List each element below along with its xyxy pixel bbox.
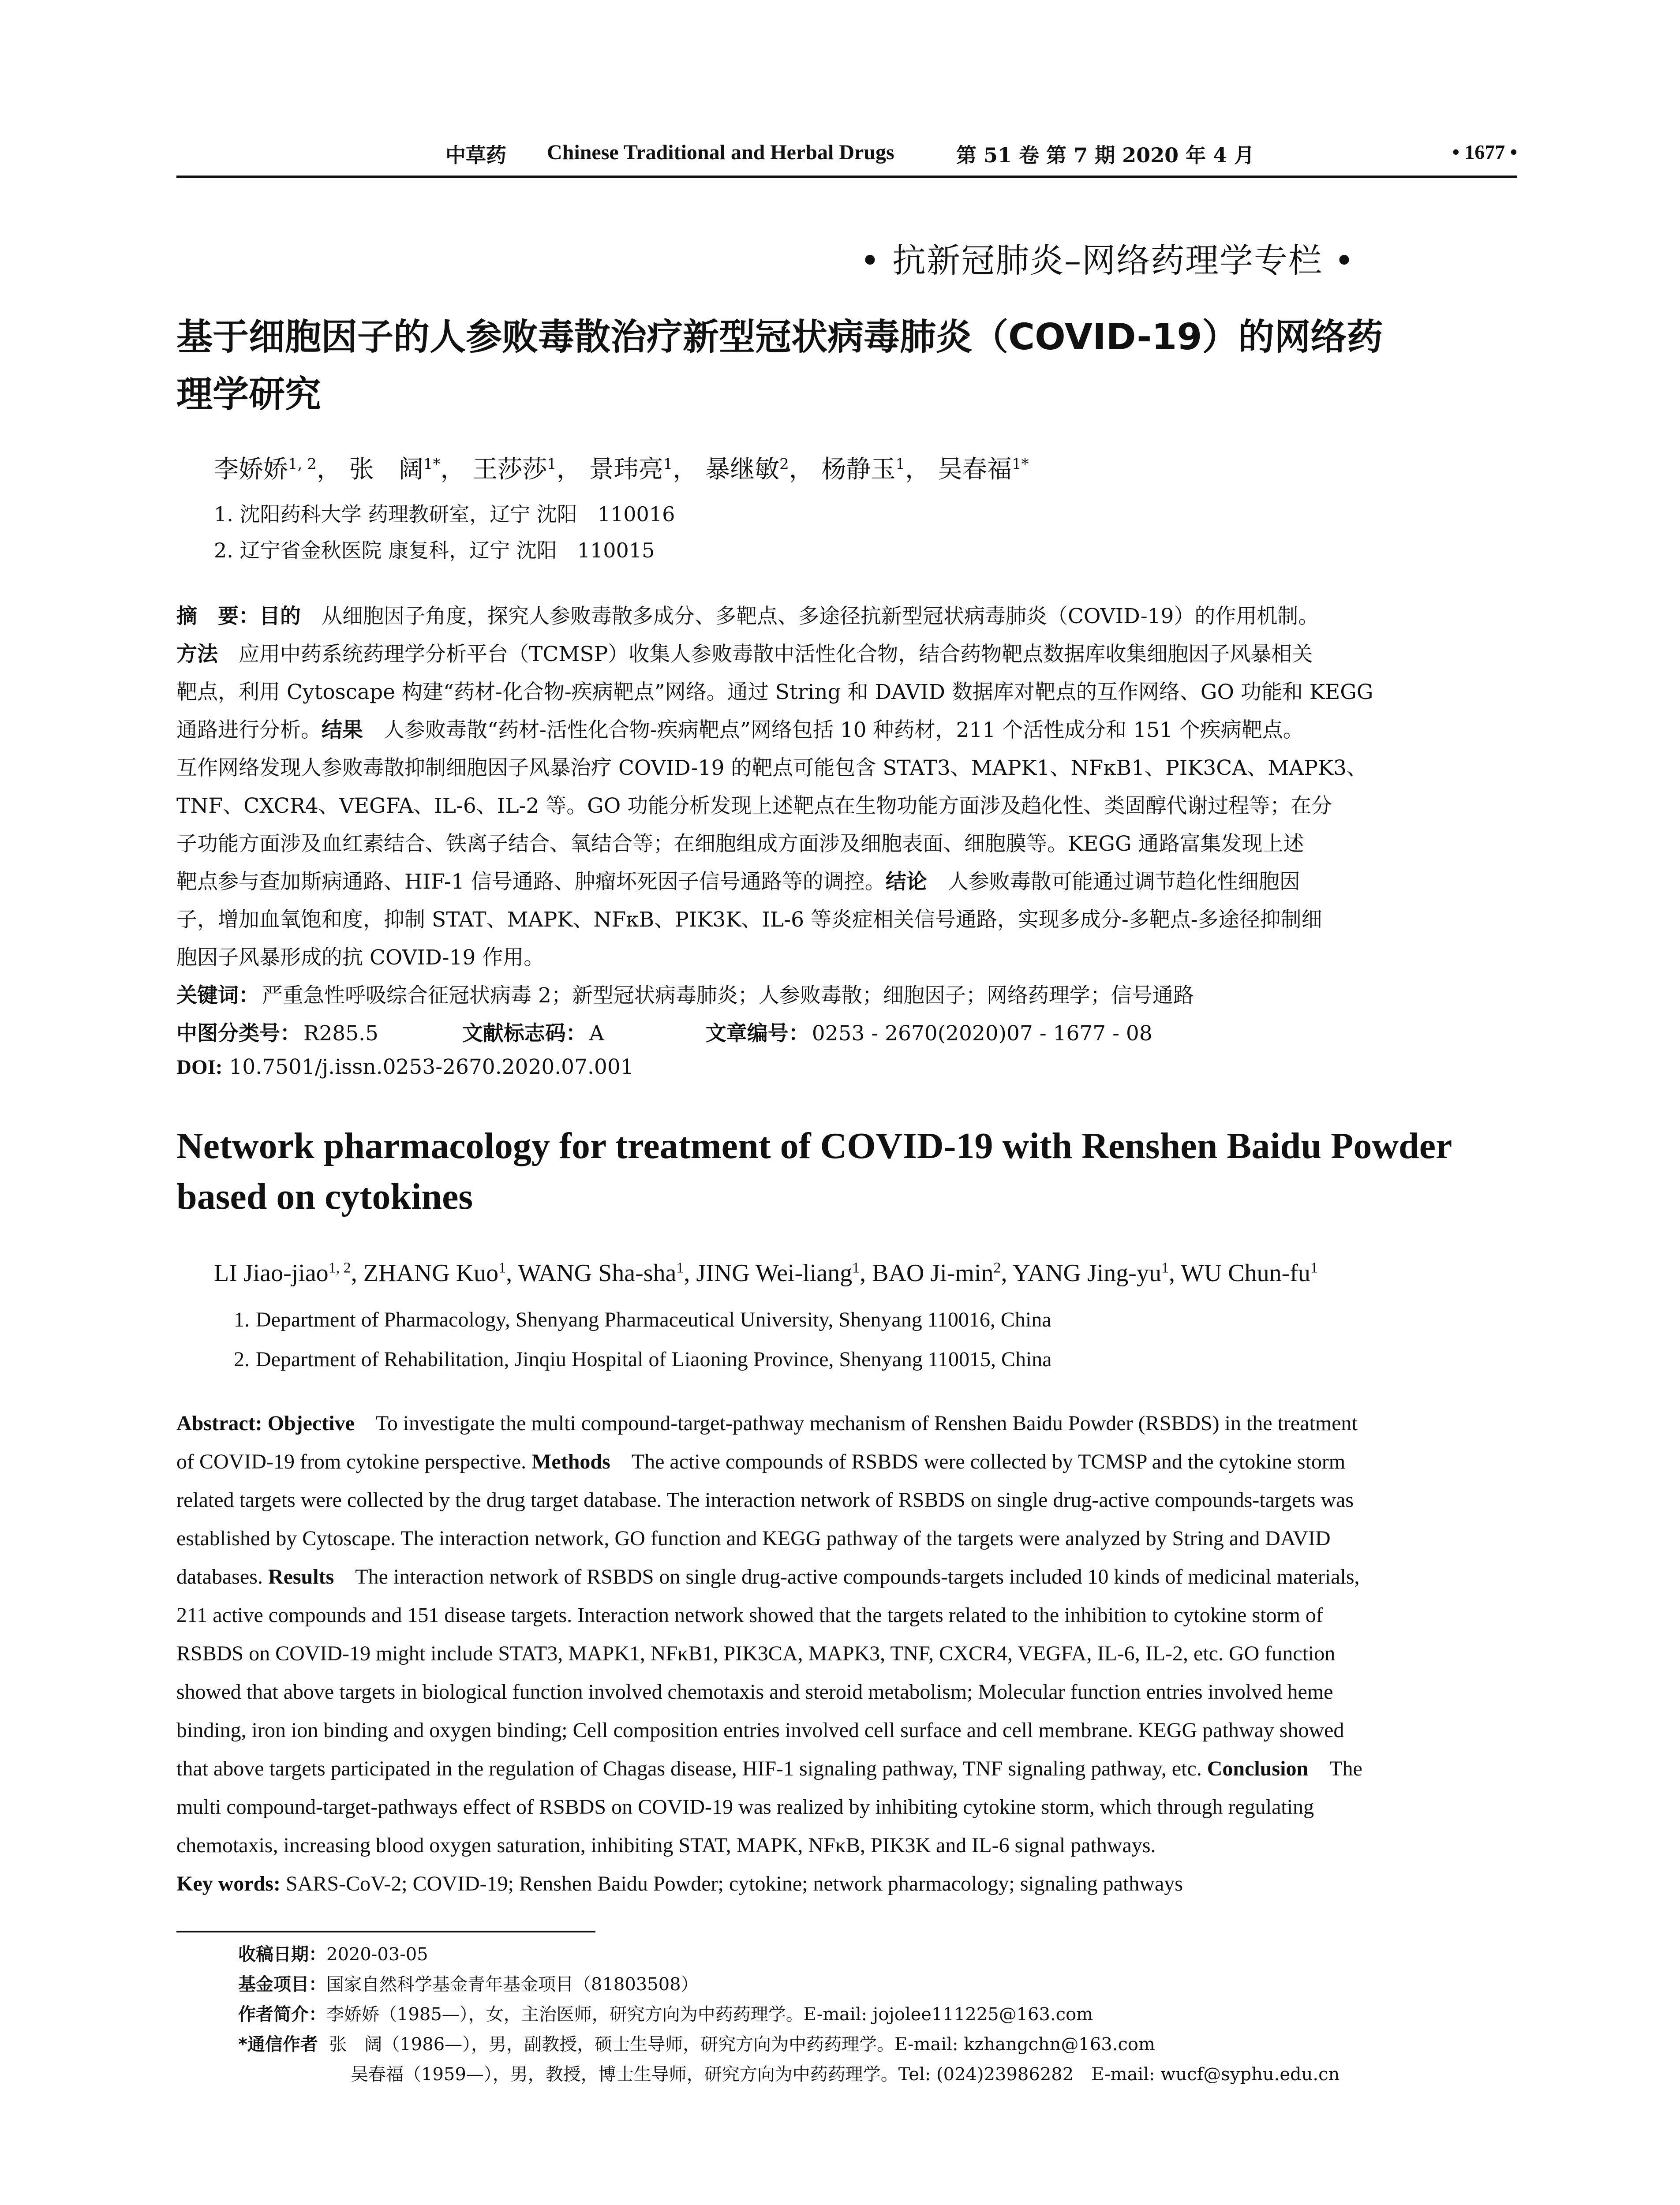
methods-text: 靶点，利用 Cytoscape 构建“药材-化合物-疾病靶点”网络。通过 String 和 DAVID 数据库对靶点的互作网络、GO 功能和 KEGG [176, 680, 1373, 704]
objective-text: 从细胞因子角度，探究人参败毒散多成分、多靶点、多途径抗新型冠状病毒肺炎（COVID-19）的作用机制。 [322, 604, 1319, 628]
cn-affiliation: 1. 沈阳药科大学 药理教研室，辽宁 沈阳 110016 [214, 502, 675, 526]
page-number: • 1677 • [1452, 141, 1517, 163]
en-author: JING Wei-liang$^1$ [696, 1259, 860, 1287]
header-rule [176, 176, 1517, 178]
methods-text: 通路进行分析。 [176, 718, 322, 742]
cn-abstract [176, 600, 1517, 997]
footnote-received: 收稿日期：2020-03-05 [238, 1944, 428, 1965]
abstract-label: 摘 要： [176, 604, 259, 628]
conclusion-text: 胞因子风暴形成的抗 COVID-19 作用。 [176, 946, 545, 970]
footnote-fund: 基金项目：国家自然科学基金青年基金项目（81803508） [238, 1974, 699, 1995]
results-label: 结果 [322, 718, 363, 742]
doi-label: DOI: [176, 1056, 223, 1079]
results-text: 子功能方面涉及血红素结合、铁离子结合、氧结合等；在细胞组成方面涉及细胞表面、细胞膜等。KEGG 通路富集发现上述 [176, 832, 1304, 856]
en-keywords-text: SARS-CoV-2; COVID-19; Renshen Baidu Powder; cytokine; network pharmacology; signaling pathways [285, 1872, 1183, 1895]
cn-title [176, 309, 1517, 423]
footnote-author-bio: 作者简介：李娇娇（1985—），女，主治医师，研究方向为中药药理学。E-mail: jojolee111225@163.com [238, 2004, 1093, 2025]
en-author: LI Jiao-jiao$^{1, 2}$ [214, 1259, 351, 1287]
en-affiliation: 1. Department of Pharmacology, Shenyang Pharmaceutical University, Shenyang 110016, China [234, 1308, 1051, 1331]
doc-code-label: 文献标志码： [462, 1021, 587, 1046]
en-affiliation: 2. Department of Rehabilitation, Jinqiu Hospital of Liaoning Province, Shenyang 110015, China [234, 1348, 1052, 1371]
en-author: BAO $Ji-\min^2$ [872, 1259, 1001, 1287]
en-author: WANG Sha-sha$^1$ [518, 1259, 684, 1287]
en-title-line1: Network pharmacology for treatment of COVID-19 with Renshen Baidu Powder [176, 1125, 1452, 1166]
clc-value: R285.5 [303, 1021, 378, 1046]
en-author-list: LI Jiao-jiao$^{1, 2}$, ZHANG Kuo$^1$, WANG Sha-sha$^1$, JING Wei-liang$^1$, BAO $Ji-\min^2$, YANG Jing-$yu^1$, WU Chun-$fu^1$ [214, 1259, 1318, 1287]
doi-line [176, 1055, 634, 1079]
cn-author: 李娇娇$^{1, 2}$ [214, 455, 317, 484]
cn-keywords [176, 979, 1194, 1009]
objective-label: 目的 [259, 604, 301, 628]
running-header [176, 139, 1517, 175]
results-text: 人参败毒散“药材-活性化合物-疾病靶点”网络包括 10 种药材，211 个活性成分和 151 个疾病靶点。 [384, 718, 1304, 742]
cn-author: 张 阔$^{1*}$ [349, 455, 441, 484]
cn-author: 吴春福$^{1*}$ [937, 455, 1029, 484]
journal-name-cn: 中草药 [445, 143, 506, 167]
objective-label: Objective [267, 1412, 355, 1435]
results-text: 靶点参与查加斯病通路、HIF-1 信号通路、肿瘤坏死因子信号通路等的调控。 [176, 870, 886, 894]
en-author: ZHANG Kuo$^1$ [363, 1259, 506, 1287]
results-label: Results [268, 1565, 334, 1588]
en-author: YANG Jing-$yu^1$ [1012, 1259, 1169, 1287]
cn-author: 暴继敏$^2$ [705, 455, 789, 484]
cn-title-line1: 基于细胞因子的人参败毒散治疗新型冠状病毒肺炎（COVID-19）的网络药 [176, 316, 1383, 358]
journal-name-en: Chinese Traditional and Herbal Drugs [547, 141, 894, 164]
conclusion-label: 结论 [885, 870, 927, 894]
footnote-corresponding-2: 吴春福（1959—），男，教授，博士生导师，研究方向为中药药理学。Tel: (024)23986282 E-mail: wucf@syphu.edu.cn [351, 2064, 1340, 2085]
article-no-value: 0253 - 2670(2020)07 - 1677 - 08 [812, 1021, 1152, 1046]
conclusion-text: 人参败毒散可能通过调节趋化性细胞因 [947, 870, 1300, 894]
keywords-text: 严重急性呼吸综合征冠状病毒 2；新型冠状病毒肺炎；人参败毒散；细胞因子；网络药理学；信号通路 [262, 983, 1194, 1008]
en-author: WU Chun-$fu^1$ [1180, 1259, 1318, 1287]
cn-title-line2: 理学研究 [176, 374, 322, 415]
en-title-line2: based on cytokines [176, 1176, 473, 1217]
volume-issue: 第 51 卷 第 7 期 2020 年 4 月 [956, 143, 1255, 167]
results-text: 互作网络发现人参败毒散抑制细胞因子风暴治疗 COVID-19 的靶点可能包含 STAT3、MAPK1、NFκB1、PIK3CA、MAPK3、 [176, 756, 1367, 780]
doc-code-value: A [589, 1021, 604, 1046]
doi-value[interactable]: 10.7501/j.issn.0253-2670.2020.07.001 [229, 1055, 634, 1079]
methods-label: Methods [531, 1450, 610, 1473]
methods-text: 应用中药系统药理学分析平台（TCMSP）收集人参败毒散中活性化合物，结合药物靶点数据库收集细胞因子风暴相关 [239, 642, 1313, 666]
cn-author: 王莎莎$^1$ [473, 455, 557, 484]
en-keywords-label: Key words: [176, 1872, 281, 1895]
keywords-label: 关键词： [176, 983, 259, 1008]
cn-author: 杨静玉$^1$ [821, 455, 905, 484]
footnote-rule [176, 1931, 595, 1932]
article-no-label: 文章编号： [705, 1021, 809, 1046]
methods-label: 方法 [176, 642, 218, 666]
classification-line [176, 1017, 1152, 1046]
cn-affiliation: 2. 辽宁省金秋医院 康复科，辽宁 沈阳 110015 [214, 538, 655, 562]
conclusion-text: 子，增加血氧饱和度，抑制 STAT、MAPK、NFκB、PIK3K、IL-6 等炎症相关信号通路，实现多成分-多靶点-多途径抑制细 [176, 908, 1322, 932]
cn-author: 景玮亮$^1$ [589, 455, 673, 484]
results-text: TNF、CXCR4、VEGFA、IL-6、IL-2 等。GO 功能分析发现上述靶点在生物功能方面涉及趋化性、类固醇代谢过程等；在分 [176, 794, 1332, 818]
conclusion-label: Conclusion [1207, 1757, 1309, 1780]
clc-label: 中图分类号： [176, 1021, 301, 1046]
cn-author-list: 李娇娇$^{1, 2}$， 张 阔$^{1*}$， 王莎莎$^1$， 景玮亮$^1$， 暴继敏$^2$， 杨静玉$^1$， 吴春福$^{1*}$ [214, 455, 1029, 484]
en-abstract: Abstract: Objective To investigate the multi compound-target-pathway mechanism of Renshen Baidu Powder (RSBDS) in the treatment of COVID-19 from cytokine perspective. Methods The active compounds of RSBDS were collected by TCMSP and the cytokine storm related targets were collected by the drug target database. The interaction network of RSBDS on single drug-active compounds-targets was established by Cytoscape. The interaction network, GO function and KEGG pathway of the targets were analyzed by String and DAVID databases. Results The interaction network of RSBDS on single drug-active compounds-targets included 10 kinds of medicinal materials, 211 active compounds and 151 disease targets. Interaction network showed that the targets related to the inhibition to cytokine storm of RSBDS on COVID-19 might include STAT3, MAPK1, NFκB1, PIK3CA, MAPK3, TNF, CXCR4, VEGFA, IL-6, IL-2, etc. GO function showed that above targets in biological function involved chemotaxis and steroid metabolism; Molecular function entries involved heme binding, iron ion binding and oxygen binding; Cell composition entries involved cell surface and cell membrane. KEGG pathway showed that above targets participated in the regulation of Chagas disease, HIF-1 signaling pathway, TNF signaling pathway, etc. Conclusion The multi compound-target-pathways effect of RSBDS on COVID-19 was realized by inhibiting cytokine storm, which through regulating chemotaxis, increasing blood oxygen saturation, inhibiting STAT, MAPK, NFκB, PIK3K and IL-6 signal pathways. Key words: SARS-CoV-2; COVID-19; Renshen Baidu Powder; cytokine; network pharmacology; signaling pathways [176, 1412, 1362, 1895]
abstract-label: Abstract: [176, 1412, 262, 1435]
footnote-corresponding: *通信作者 张 阔（1986—），男，副教授，硕士生导师，研究方向为中药药理学。E-mail: kzhangchn@163.com [238, 2034, 1155, 2055]
column-banner: • 抗新冠肺炎–网络药理学专栏 • [860, 241, 1355, 280]
